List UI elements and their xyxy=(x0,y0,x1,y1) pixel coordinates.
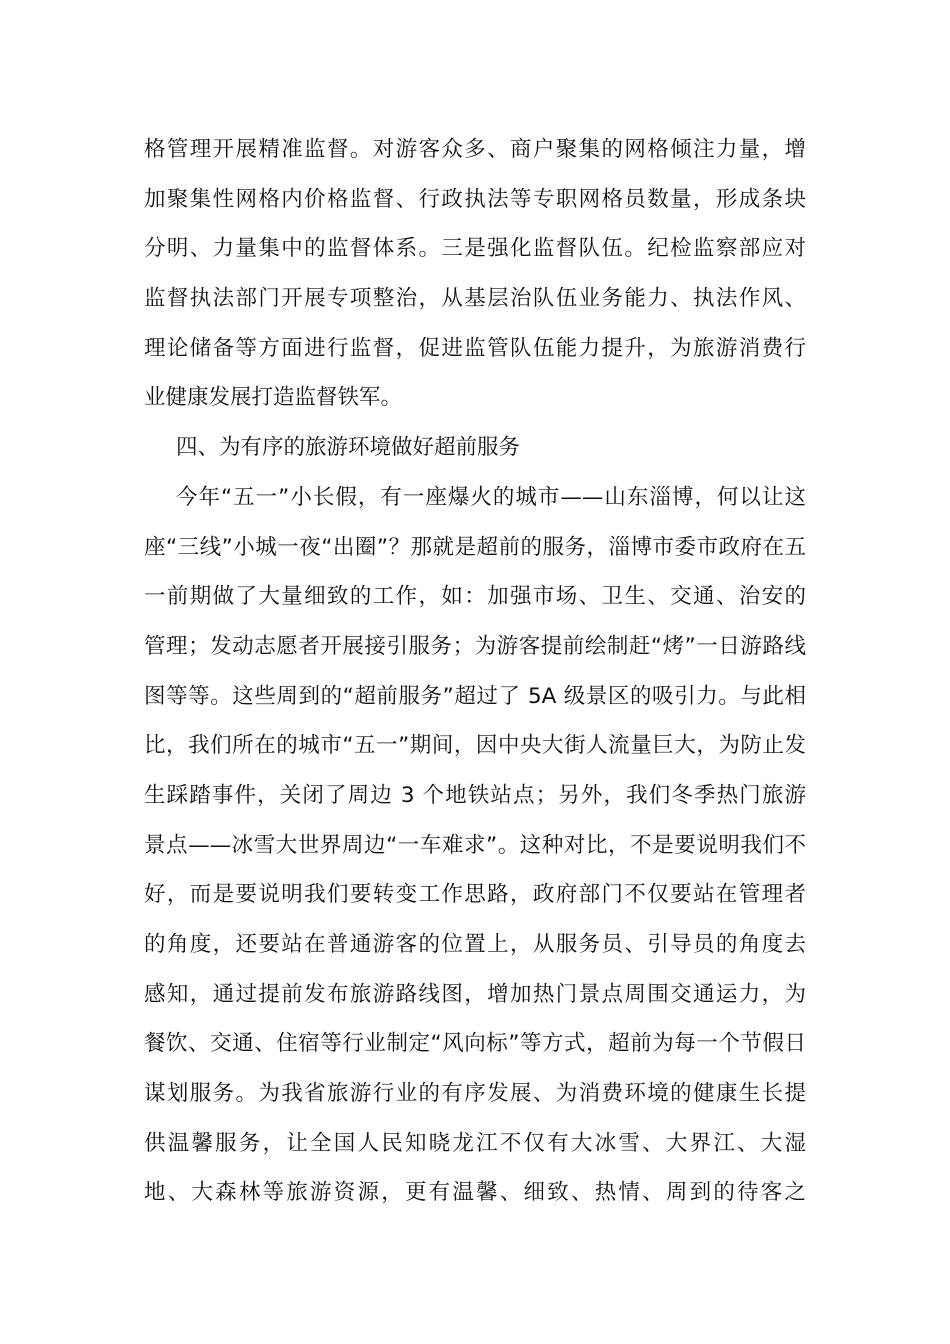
text-line: 谋划服务。为我省旅游行业的有序发展、为消费环境的健康生长提 xyxy=(144,1081,806,1107)
text-line: 格管理开展精准监督。对游客众多、商户聚集的网格倾注力量，增 xyxy=(144,137,806,162)
section-heading: 四、为有序的旅游环境做好超前服务 xyxy=(176,435,521,461)
text-line: 座“三线”小城一夜“出圈”？那就是超前的服务，淄博市委市政府在五 xyxy=(144,534,806,560)
text-line: 景点——冰雪大世界周边“一车难求”。这种对比，不是要说明我们不 xyxy=(144,832,806,858)
text-line: 一前期做了大量细致的工作，如：加强市场、卫生、交通、治安的 xyxy=(144,584,806,610)
text-line: 理论储备等方面进行监督，促进监管队伍能力提升，为旅游消费行 xyxy=(144,335,806,361)
text-line: 加聚集性网格内价格监督、行政执法等专职网格员数量，形成条块 xyxy=(144,186,806,212)
text-line: 生踩踏事件，关闭了周边 3 个地铁站点；另外，我们冬季热门旅游 xyxy=(144,782,806,808)
text-line: 业健康发展打造监督铁军。 xyxy=(144,385,403,411)
text-line: 监督执法部门开展专项整治，从基层治队伍业务能力、执法作风、 xyxy=(144,286,806,312)
text-line: 的角度，还要站在普通游客的位置上，从服务员、引导员的角度去 xyxy=(144,932,806,957)
text-line: 供温馨服务，让全国人民知晓龙江不仅有大冰雪、大界江、大湿 xyxy=(144,1130,806,1156)
text-line: 地、大森林等旅游资源，更有温馨、细致、热情、周到的待客之 xyxy=(144,1180,806,1206)
text-line: 管理；发动志愿者开展接引服务；为游客提前绘制赶“烤”一日游路线 xyxy=(144,633,806,659)
text-line: 比，我们所在的城市“五一”期间，因中央大街人流量巨大，为防止发 xyxy=(144,733,806,759)
body-text xyxy=(144,125,806,1218)
text-line: 感知，通过提前发布旅游路线图，增加热门景点周围交通运力，为 xyxy=(144,981,806,1007)
text-line: 今年“五一”小长假，有一座爆火的城市——山东淄博，何以让这 xyxy=(176,484,806,510)
text-line: 分明、力量集中的监督体系。三是强化监督队伍。纪检监察部应对 xyxy=(144,236,806,262)
text-line: 图等等。这些周到的“超前服务”超过了 5A 级景区的吸引力。与此相 xyxy=(144,683,806,709)
text-line: 餐饮、交通、住宿等行业制定“风向标”等方式，超前为每一个节假日 xyxy=(144,1031,806,1057)
text-line: 好，而是要说明我们要转变工作思路，政府部门不仅要站在管理者 xyxy=(144,882,806,908)
